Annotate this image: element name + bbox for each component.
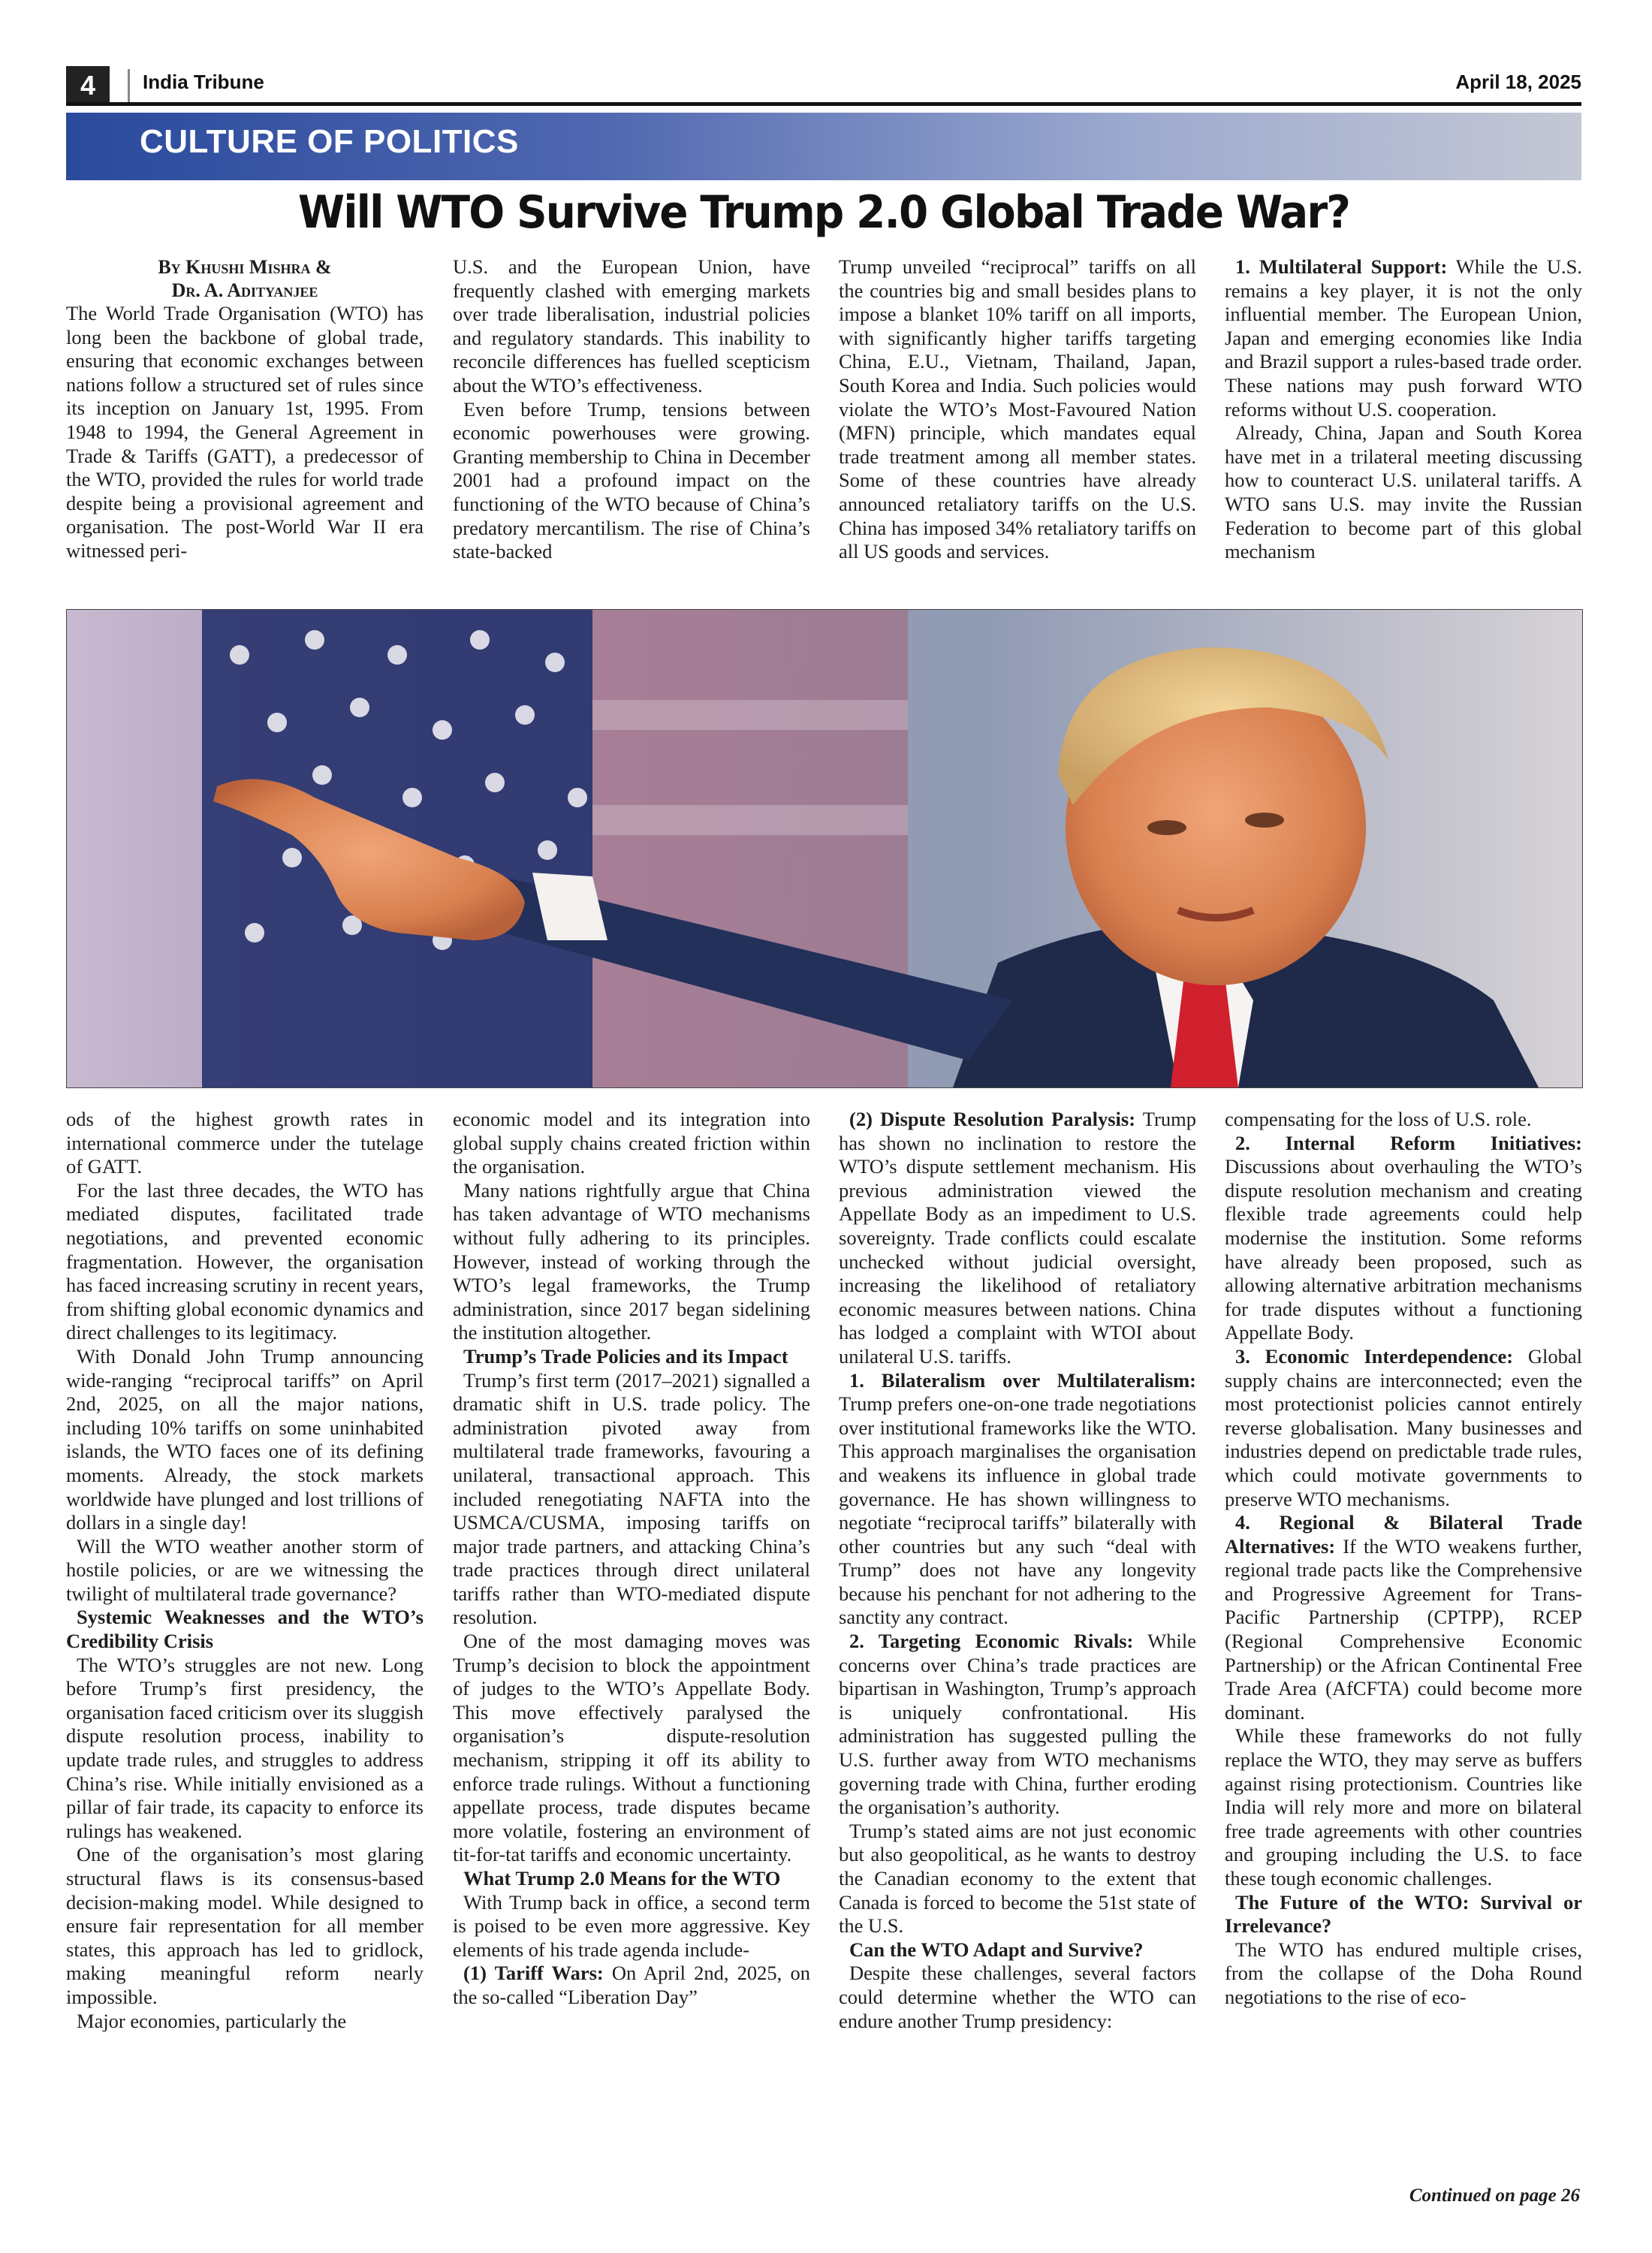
paragraph: Despite these challenges, several factors could determine whether the WTO can endure another Trump presidency:: [839, 1962, 1196, 2032]
paragraph: [1225, 1511, 1582, 1724]
subheading: 2. Internal Reform Initiatives:: [1235, 1131, 1582, 1154]
article-column-3-bottom: [839, 1108, 1196, 2186]
subheading: 2. Targeting Economic Rivals:: [849, 1630, 1134, 1653]
paragraph: Trump’s stated aims are not just economic but also geopolitical, as he wants to destroy the Canadian economy to the extent that Canada is forced to become the 51st state of the U.S.: [839, 1819, 1196, 1938]
subheading: Trump’s Trade Policies and its Impact: [463, 1344, 788, 1368]
header-divider: [128, 69, 130, 104]
paragraph-text: While concerns over China’s trade practices are bipartisan in Washington, Trump’s approach is uniquely confrontational. His administration has suggested pulling the U.S. further away from WTO mechanisms governing trade with China, further eroding the organisation’s authority.: [839, 1630, 1196, 1819]
continued-link[interactable]: Continued on page 26: [1409, 2185, 1580, 2206]
subheading: 1. Multilateral Support:: [1235, 255, 1448, 278]
paragraph: With Trump back in office, a second term is poised to be even more aggressive. Key elements of his trade agenda include-: [453, 1890, 810, 1961]
paragraph: Even before Trump, tensions between economic powerhouses were growing. Granting membership to China in December 2001 had a profound impact on the functioning of the WTO because of China’s predatory mercantilism. The rise of China’s state-backed: [453, 397, 810, 563]
paragraph: The World Trade Organisation (WTO) has long been the backbone of global trade, ensuring that economic exchanges between nations follow a structured set of rules since its inception on January 1st, 1995. From 1948 to 1994, the General Agreement in Trade & Tariffs (GATT), a predecessor of the WTO, provided the rules for world trade despite being a provisional agreement and organisation. The post-World War II era witnessed peri-: [66, 302, 424, 562]
article-column-1-bottom: [66, 1108, 424, 2186]
paragraph: Trump’s first term (2017–2021) signalled a dramatic shift in U.S. trade policy. The administration pivoted away from multilateral trade frameworks, favouring a unilateral, transactional approach. This included renegotiating NAFTA into the USMCA/CUSMA, imposing tariffs on major trade partners, and attacking China’s trade practices through direct unilateral tariffs rather than WTO-mediated dispute resolution.: [453, 1368, 810, 1629]
photo-illustration: [67, 610, 1582, 1087]
subheading: 3. Economic Interdependence:: [1235, 1344, 1514, 1368]
subheading: Systemic Weaknesses and the WTO’s Credibility Crisis: [66, 1606, 424, 1653]
article-photo: [66, 609, 1583, 1088]
article-column-2-bottom: [453, 1108, 810, 2186]
paragraph: Major economies, particularly the: [77, 2009, 347, 2032]
paragraph-text: On April 2nd, 2025, on the so-called “Liberation Day”: [453, 1962, 810, 2008]
paragraph: Already, China, Japan and South Korea have met in a trilateral meeting discussing how to counteract U.S. unilateral tariffs. A WTO sans U.S. may invite the Russian Federation to become part of this global mechanism: [1225, 421, 1582, 563]
paragraph: One of the most damaging moves was Trump’s decision to block the appointment of judges to the WTO’s Appellate Body. This move effectively paralysed the organisation’s dispute-resolution mechanism, stripping it off its ability to enforce trade rulings. Without a functioning appellate process, trade disputes became more volatile, fostering an environment of tit-for-tat tariffs and economic uncertainty.: [453, 1630, 810, 1866]
paragraph: The WTO’s struggles are not new. Long before Trump’s first presidency, the organisation faced criticism over its sluggish dispute resolution process, inability to update trade rules, and struggles to address China’s rise. While initially envisioned as a pillar of fair trade, its capacity to enforce its rulings has weakened.: [66, 1653, 424, 1842]
paragraph: [1225, 255, 1582, 421]
paragraph: [1225, 1345, 1582, 1511]
byline-authors-2: Dr. A. Adityanjee: [171, 279, 318, 301]
article-column-1-top: [66, 255, 424, 608]
subheading: (1) Tariff Wars:: [463, 1962, 604, 1985]
subheading: What Trump 2.0 Means for the WTO: [463, 1867, 781, 1890]
section-band: [66, 113, 1581, 180]
paragraph-text: While the U.S. remains a key player, it is not the only influential member. The European Union, Japan and emerging economies like India and Brazil support a rules-based trade order. These nations may push forward WTO reforms without U.S. cooperation.: [1225, 255, 1582, 421]
headline: Will WTO Survive Trump 2.0 Global Trade War?: [297, 186, 1350, 239]
paragraph: U.S. and the European Union, have frequently clashed with emerging markets over trade liberalisation, industrial policies and regulatory standards. This inability to reconcile differences has fuelled scepticism about the WTO’s effectiveness.: [453, 255, 810, 397]
paragraph: The WTO has endured multiple crises, from the collapse of the Doha Round negotiations to the rise of eco-: [1225, 1938, 1582, 2008]
article-column-4-bottom: [1225, 1108, 1582, 2186]
paragraph: ods of the highest growth rates in international commerce under the tutelage of GATT.: [66, 1108, 424, 1178]
paragraph: [839, 1630, 1196, 1820]
paragraph: With Donald John Trump announcing wide-ranging “reciprocal tariffs” on April 2nd, 2025, on all the major nations, including 10% tariffs on some uninhabited islands, the WTO faces one of its defining moments. Already, the stock markets worldwide have plunged and lost trillions of dollars in a single day!: [66, 1344, 424, 1534]
paragraph-text: Global supply chains are interconnected; even the most protectionist policies cannot entirely reverse globalisation. Many businesses and industries depend on predictable trade rules, which could motivate governments to preserve WTO mechanisms.: [1225, 1344, 1582, 1510]
paragraph: One of the organisation’s most glaring structural flaws is its consensus-based decision-making model. While designed to ensure fair representation for all member states, this approach has led to gridlock, making meaningful reform nearly impossible.: [66, 1843, 424, 2008]
paragraph: Many nations rightfully argue that China has taken advantage of WTO mechanisms without fully adhering to its principles. However, instead of working through the WTO’s legal frameworks, the Trump administration, since 2017 began sidelining the institution altogether.: [453, 1178, 810, 1344]
article-column-4-top: [1225, 255, 1582, 608]
paragraph: compensating for the loss of U.S. role.: [1225, 1108, 1532, 1130]
paragraph: [1225, 1132, 1582, 1345]
paragraph-text: Trump has shown no inclination to restore the WTO’s dispute settlement mechanism. His previous administration viewed the Appellate Body as an impediment to U.S. sovereignty. Trade conflicts could escalate unchecked without judicial oversight, increasing the likelihood of retaliatory economic measures between nations. China has lodged a complaint with WTOI about unilateral U.S. tariffs.: [839, 1108, 1196, 1368]
subheading: Can the WTO Adapt and Survive?: [849, 1938, 1144, 1961]
paragraph-text: Discussions about overhauling the WTO’s dispute resolution mechanism and creating flexible trade agreements could help modernise the institution. Some reforms have already been proposed, such as allowing alternative arbitration mechanisms for trade disputes without a functioning Appellate Body.: [1225, 1155, 1582, 1344]
header-rule: [66, 102, 1581, 106]
paragraph: [839, 1108, 1196, 1369]
paragraph: [453, 1962, 810, 2009]
subheading: 4. Regional & Bilateral Trade Alternatives:: [1225, 1511, 1582, 1558]
paragraph: Trump unveiled “reciprocal” tariffs on all the countries big and small besides plans to impose a blanket 10% tariff on all imports, with significantly higher tariffs targeting China, E.U., Vietnam, Thailand, Japan, South Korea and India. Such policies would violate the WTO’s Most-Favoured Nation (MFN) principle, which mandates equal trade treatment among all member states. Some of these countries have already announced retaliatory tariffs on the U.S. China has imposed 34% retaliatory tariffs on all US goods and services.: [839, 255, 1196, 563]
paragraph: While these frameworks do not fully replace the WTO, they may serve as buffers against rising protectionism. Countries like India will rely more and more on bilateral free trade agreements with other countries and grouping including the U.S. to face these tough economic challenges.: [1225, 1724, 1582, 1890]
byline-authors-1: By Khushi Mishra &: [158, 256, 332, 278]
paragraph: economic model and its integration into global supply chains created friction within the organisation.: [453, 1108, 810, 1178]
subheading: (2) Dispute Resolution Paralysis:: [849, 1108, 1136, 1130]
article-column-3-top: [839, 255, 1196, 608]
page-number: 4: [66, 66, 110, 105]
subheading: The Future of the WTO: Survival or Irrelevance?: [1225, 1890, 1582, 1938]
paragraph: For the last three decades, the WTO has mediated disputes, facilitated trade negotiations, and prevented economic fragmentation. However, the organisation has faced increasing scrutiny in recent years, from shifting global economic dynamics and direct challenges to its legitimacy.: [66, 1178, 424, 1344]
paragraph-text: If the WTO weakens further, regional trade pacts like the Comprehensive and Progressive Agreement for Trans-Pacific Partnership (CPTPP), RCEP (Regional Comprehensive Economic Partnership) or the African Continental Free Trade Area (AfCFTA) could become more dominant.: [1225, 1534, 1582, 1724]
section-title: CULTURE OF POLITICS: [140, 123, 519, 160]
paragraph: [839, 1369, 1196, 1630]
paragraph-text: Trump prefers one-on-one trade negotiations over institutional frameworks like the WTO. This approach marginalises the organisation and weakens its influence in global trade governance. He has shown willingness to negotiate “reciprocal tariffs” bilaterally with other countries but any such “deal with Trump” does not have any longevity because his penchant for not adhering to the sanctity any contract.: [839, 1392, 1196, 1629]
publication-name: India Tribune: [143, 71, 264, 93]
publication-date: April 18, 2025: [1455, 71, 1581, 93]
subheading: 1. Bilateralism over Multilateralism:: [849, 1368, 1196, 1392]
article-column-2-top: [453, 255, 810, 608]
paragraph: Will the WTO weather another storm of hostile policies, or are we witnessing the twilight of multilateral trade governance?: [66, 1534, 424, 1605]
